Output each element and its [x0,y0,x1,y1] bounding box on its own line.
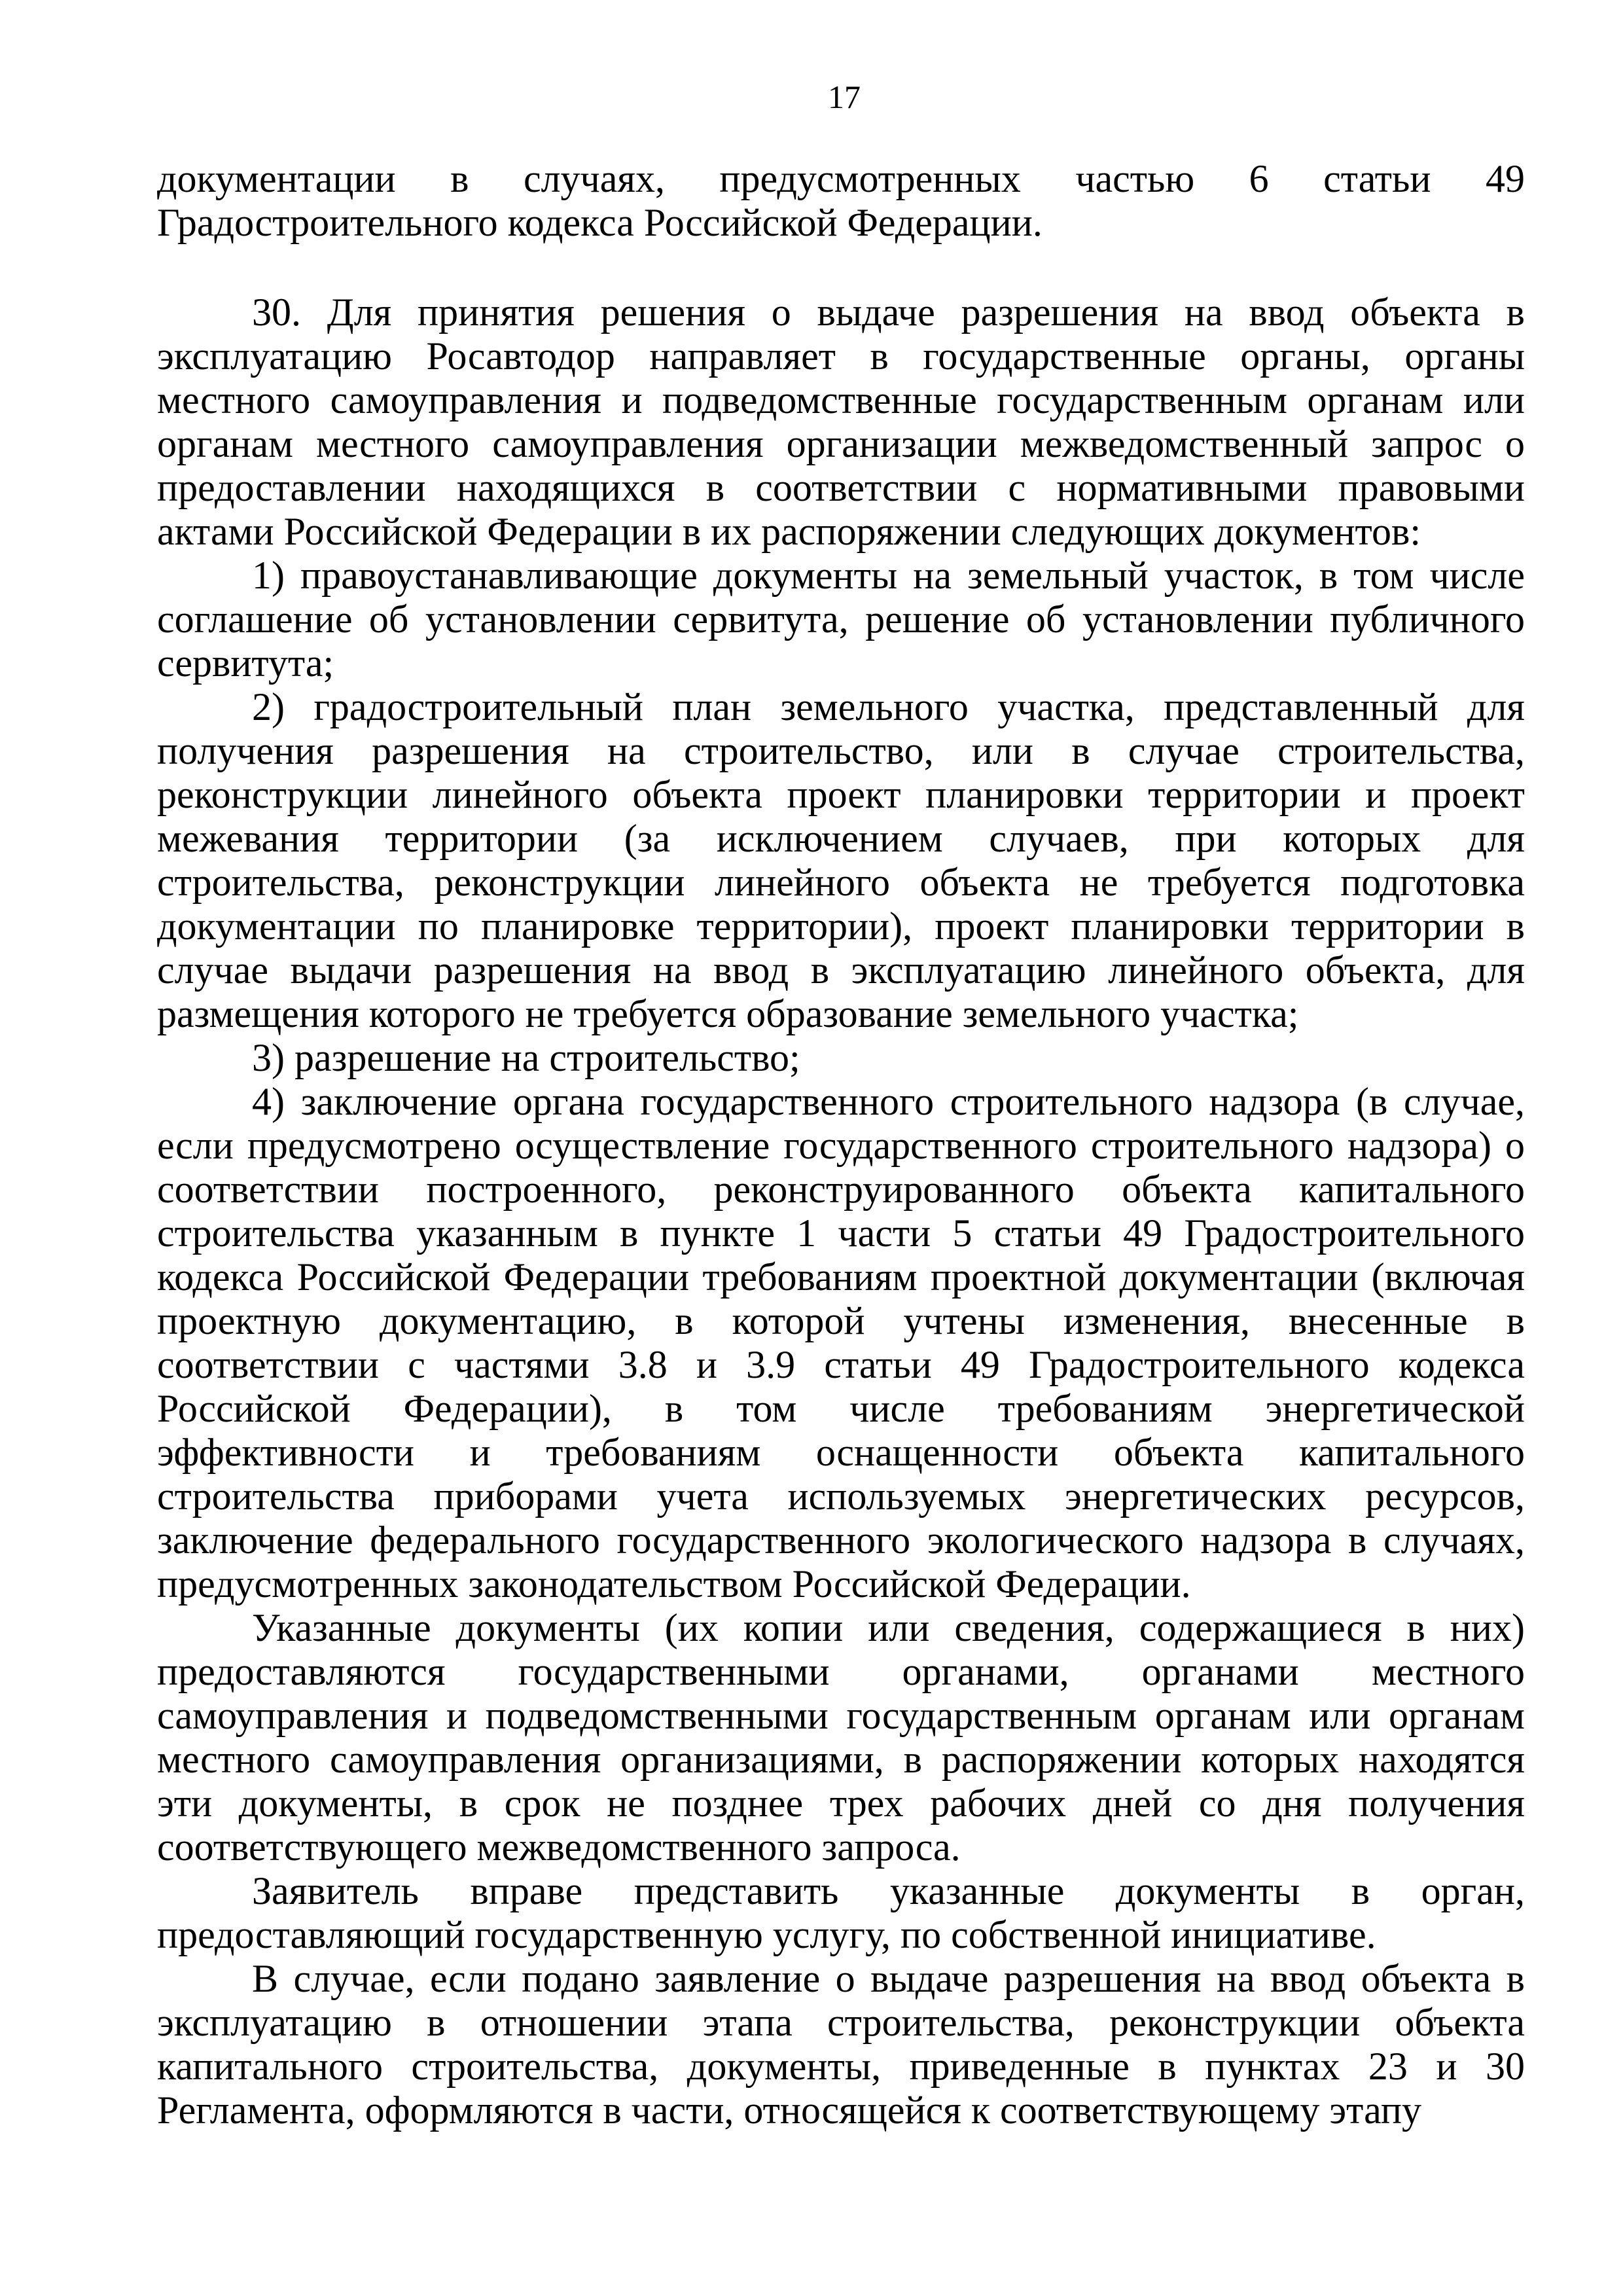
page-number: 17 [828,79,861,115]
paragraph-applicant-right: Заявитель вправе представить указанные документы в орган, предоставляющий государственную услугу, по собственной инициативе. [157,1869,1525,1956]
paragraph-documents-provision: Указанные документы (их копии или сведения, содержащиеся в них) предоставляются государственными органами, органами местного самоуправления и подведомственными государственным органам или органам местного самоуправления организациями, в распоряжении которых находятся эти документы, в срок не позднее трех рабочих дней со дня получения соответствующего межведомственного запроса. [157,1606,1525,1869]
paragraph-continuation: документации в случаях, предусмотренных частью 6 статьи 49 Градостроительного кодекса Российской Федерации. [157,157,1525,244]
list-item-1: 1) правоустанавливающие документы на земельный участок, в том числе соглашение об установлении сервитута, решение об установлении публичного сервитута; [157,554,1525,685]
document-body [157,157,1525,2132]
paragraph-stage-case: В случае, если подано заявление о выдаче разрешения на ввод объекта в эксплуатацию в отношении этапа строительства, реконструкции объекта капитального строительства, документы, приведенные в пунктах 23 и 30 Регламента, оформляются в части, относящейся к соответствующему этапу [157,1957,1525,2132]
list-item-4: 4) заключение органа государственного строительного надзора (в случае, если предусмотрено осуществление государственного строительного надзора) о соответствии построенного, реконструированного объекта капитального строительства указанным в пункте 1 части 5 статьи 49 Градостроительного кодекса Российской Федерации требованиям проектной документации (включая проектную документацию, в которой учтены изменения, внесенные в соответствии с частями 3.8 и 3.9 статьи 49 Градостроительного кодекса Российской Федерации), в том числе требованиям энергетической эффективности и требованиям оснащенности объекта капитального строительства приборами учета используемых энергетических ресурсов, заключение федерального государственного экологического надзора в случаях, предусмотренных законодательством Российской Федерации. [157,1080,1525,1605]
list-item-3: 3) разрешение на строительство; [252,1036,800,1079]
list-item-2: 2) градостроительный план земельного участка, представленный для получения разрешения на строительство, или в случае строительства, реконструкции линейного объекта проект планировки территории и проект межевания территории (за исключением случаев, при которых для строительства, реконструкции линейного объекта не требуется подготовка документации по планировке территории), проект планировки территории в случае выдачи разрешения на ввод в эксплуатацию линейного объекта, для размещения которого не требуется образование земельного участка; [157,685,1525,1035]
paragraph-clause-30: 30. Для принятия решения о выдаче разрешения на ввод объекта в эксплуатацию Росавтодор направляет в государственные органы, органы местного самоуправления и подведомственные государственным органам или органам местного самоуправления организации межведомственный запрос о предоставлении находящихся в соответствии с нормативными правовыми актами Российской Федерации в их распоряжении следующих документов: [157,291,1525,553]
